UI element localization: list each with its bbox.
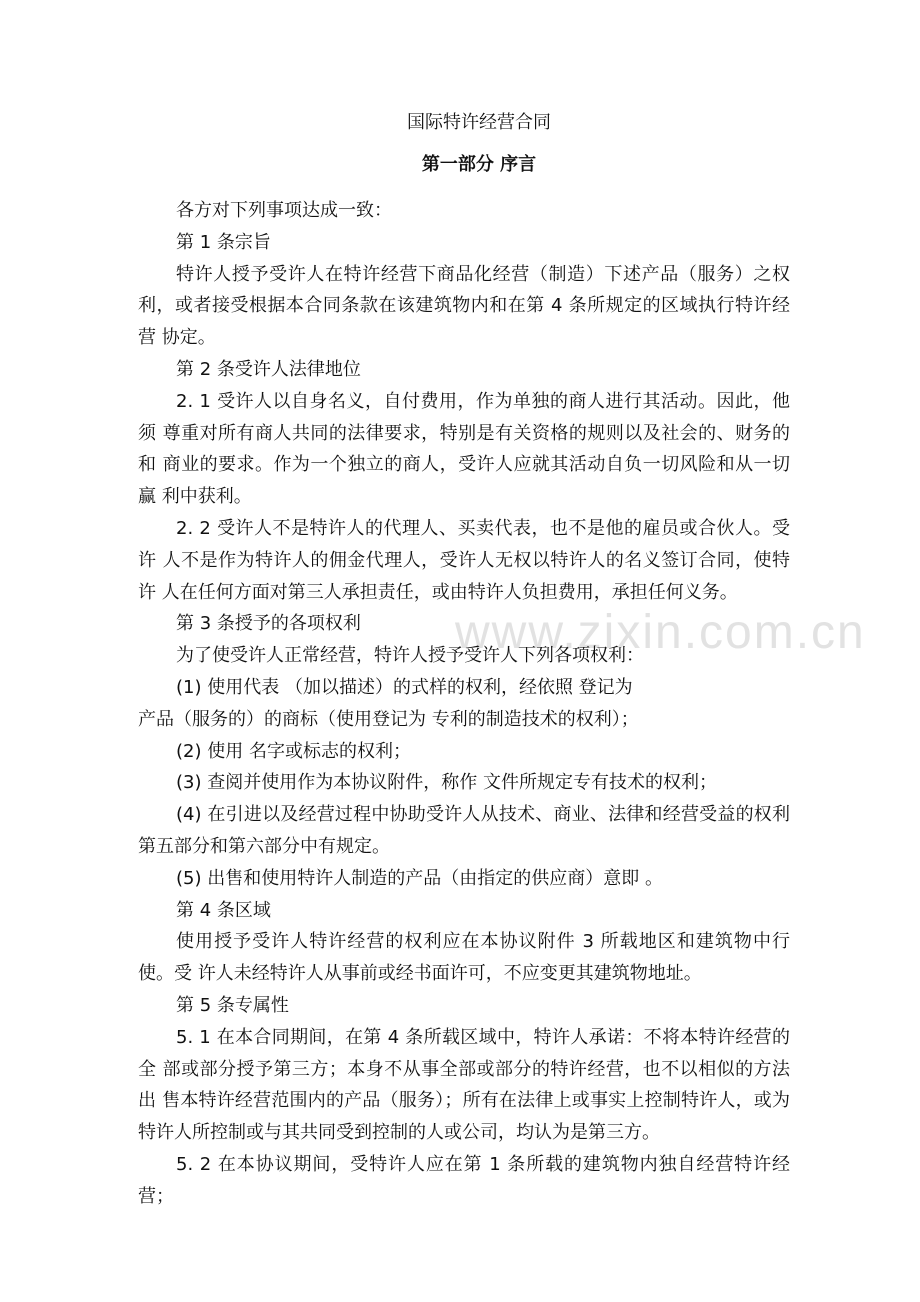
- watermark: www.zixin.com.cn: [455, 606, 866, 659]
- list-item-1: (1) 使用代表 （加以描述）的式样的权利，经依照 登记为: [176, 676, 633, 698]
- heading-article-5: 第 5 条专属性: [176, 994, 289, 1016]
- paragraph-article-4: 使用授予受许人特许经营的权利应在本协议附件 3 所载地区和建筑物中行使。受 许人未经特许人从事前或经书面许可，不应变更其建筑物地址。: [138, 931, 790, 985]
- heading-article-4: 第 4 条区域: [176, 899, 271, 921]
- paragraph-article-1: 特许人授予受许人在特许经营下商品化经营（制造）下述产品（服务）之权利，或者接受根据本合同条款在该建筑物内和在第 4 条所规定的区域执行特许经营 协定。: [138, 263, 790, 349]
- list-item-4: (4) 在引进以及经营过程中协助受许人从技术、商业、法律和经营受益的权利 第五部分和第六部分中有规定。: [138, 804, 790, 857]
- paragraph-agreement: 各方对下列事项达成一致：: [176, 200, 392, 221]
- document-body: [138, 195, 790, 1213]
- list-item-1-continued: 产品（服务的）的商标（使用登记为 专利的制造技术的权利）；: [138, 708, 639, 730]
- list-item-3: (3) 查阅并使用作为本协议附件，称作 文件所规定专有技术的权利；: [176, 772, 717, 794]
- paragraph-5-2: 5. 2 在本协议期间，受特许人应在第 1 条所载的建筑物内独自经营特许经营；: [138, 1153, 790, 1207]
- paragraph-2-2: 2. 2 受许人不是特许人的代理人、买卖代表，也不是他的雇员或合伙人。受许 人不是作为特许人的佣金代理人，受许人无权以特许人的名义签订合同，使特许 人在任何方面对第三人承担责任，或由特许人负担费用，承担任何义务。: [138, 517, 790, 603]
- list-item-2: (2) 使用 名字或标志的权利；: [176, 740, 411, 762]
- paragraph-2-1: 2. 1 受许人以自身名义，自付费用，作为单独的商人进行其活动。因此，他须 尊重对所有商人共同的法律要求，特别是有关资格的规则以及社会的、财务的和 商业的要求。作为一个独立的商人，受许人应就其活动自负一切风险和从一切赢 利中获利。: [138, 390, 790, 508]
- heading-article-3: 第 3 条授予的各项权利: [176, 613, 361, 635]
- heading-article-2: 第 2 条受许人法律地位: [176, 358, 361, 380]
- heading-article-1: 第 1 条宗旨: [176, 231, 271, 253]
- part-heading: 第一部分 序言: [421, 154, 537, 175]
- paragraph-article-3-intro: 为了使受许人正常经营，特许人授予受许人下列各项权利：: [176, 645, 644, 667]
- document-title: 国际特许经营合同: [407, 112, 551, 133]
- list-item-5: (5) 出售和使用特许人制造的产品（由指定的供应商）意即 。: [176, 867, 663, 889]
- paragraph-5-1: 5. 1 在本合同期间，在第 4 条所载区域中，特许人承诺：不将本特许经营的全 部或部分授予第三方；本身不从事全部或部分的特许经营，也不以相似的方法出 售本特许经营范围内的产品（服务）；所有在法律上或事实上控制特许人，或为 特许人所控制或与其共同受到控制的人或公司，均认为是第三方。: [138, 1026, 790, 1144]
